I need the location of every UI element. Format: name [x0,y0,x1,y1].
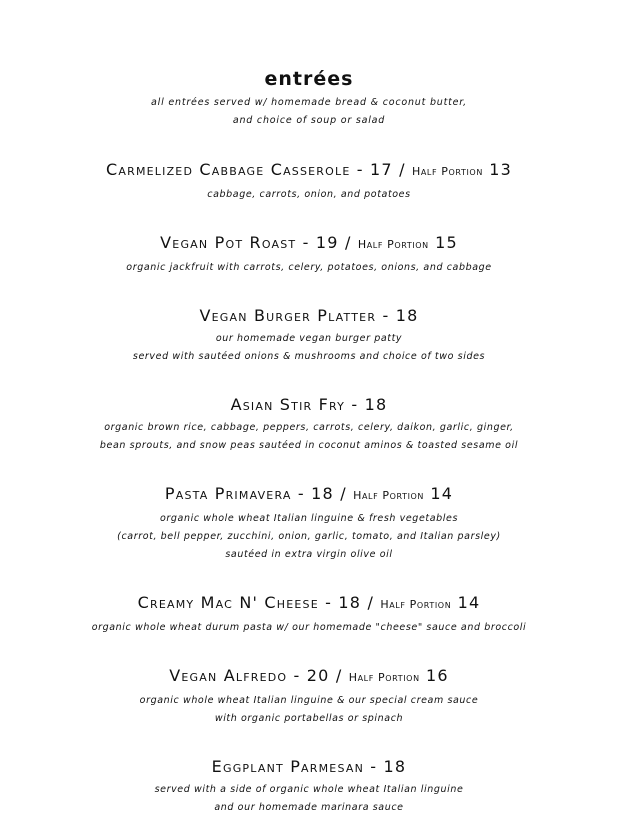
menu-subtitle [0,94,618,130]
menu-item-price: 20 [306,666,330,685]
menu-item-description: served with a side of organic whole wheat Italian linguine [154,784,464,795]
half-portion-price: 14 [457,593,481,612]
menu-item [0,755,618,817]
menu-item-description: organic whole wheat Italian linguine & our special cream sauce [139,695,479,706]
menu-item [0,393,618,455]
menu-item-name: Vegan Pot Roast [160,233,297,252]
menu-item-description: organic whole wheat durum pasta w/ our homemade "cheese" sauce and broccoli [91,622,527,633]
menu-item [0,482,618,564]
half-portion-label: Half Portion [353,489,425,502]
menu-item-name: Vegan Burger Platter [199,306,377,325]
menu-item-price: 18 [383,757,407,776]
menu-item-title: Creamy Mac N' Cheese - 18 / Half Portion 14 [137,593,481,612]
menu-item-title: Pasta Primavera - 18 / Half Portion 14 [164,484,454,503]
half-portion-price: 14 [430,484,454,503]
menu-item-price: 19 [315,233,339,252]
menu-item-name: Asian Stir Fry [230,395,346,414]
half-portion-price: 15 [435,233,458,252]
menu-item-name: Vegan Alfredo [169,666,288,685]
menu-item-title: Carmelized Cabbage Casserole - 17 / Half Portion 13 [106,160,512,179]
menu-item-description: organic whole wheat Italian linguine & fresh vegetables [159,513,458,524]
menu-item-price: 18 [395,306,419,325]
menu-item-description: our homemade vegan burger patty [215,333,403,344]
menu-item-title: Asian Stir Fry - 18 [230,395,388,414]
menu-item-description: bean sprouts, and snow peas sautéed in coconut aminos & toasted sesame oil [99,440,519,451]
menu-item-description: sautéed in extra virgin olive oil [225,549,393,560]
menu-item-description: served with sautéed onions & mushrooms and choice of two sides [132,351,486,362]
menu-item [0,231,618,277]
menu-item-price: 18 [364,395,388,414]
menu-item-price: 17 [370,160,393,179]
half-portion-label: Half Portion [357,238,429,251]
half-portion-price: 13 [489,160,512,179]
menu-item-name: Pasta Primavera [164,484,292,503]
half-portion-price: 16 [425,666,449,685]
menu-item [0,158,618,204]
half-portion-label: Half Portion [348,671,420,684]
menu-item-description: and our homemade marinara sauce [214,802,404,813]
menu-item-name: Carmelized Cabbage Casserole [106,160,351,179]
menu-item-price: 18 [338,593,362,612]
menu-item-description: organic brown rice, cabbage, peppers, carrots, celery, daikon, garlic, ginger, [104,422,514,433]
menu-item-title: Vegan Pot Roast - 19 / Half Portion 15 [160,233,458,252]
subtitle-line: all entrées served w/ homemade bread & coconut butter, [151,97,467,108]
menu-item-description: (carrot, bell pepper, zucchini, onion, garlic, tomato, and Italian parsley) [117,531,501,542]
menu-item-title: Vegan Alfredo - 20 / Half Portion 16 [169,666,449,685]
menu-item-title: Vegan Burger Platter - 18 [199,306,419,325]
menu-item-description: organic jackfruit with carrots, celery, potatoes, onions, and cabbage [126,262,492,273]
subtitle-line: and choice of soup or salad [232,115,386,126]
menu-item-name: Creamy Mac N' Cheese [137,593,319,612]
menu-item-title: Eggplant Parmesan - 18 [211,757,407,776]
half-portion-label: Half Portion [411,165,483,178]
menu-title: entrées [264,68,354,90]
menu-items [0,158,618,817]
menu-item [0,591,618,637]
menu-item-price: 18 [311,484,334,503]
menu-item [0,304,618,366]
half-portion-label: Half Portion [380,598,452,611]
menu-item-description: with organic portabellas or spinach [214,713,404,724]
menu-item-name: Eggplant Parmesan [211,757,364,776]
menu-item [0,664,618,728]
menu-item-description: cabbage, carrots, onion, and potatoes [207,189,411,200]
